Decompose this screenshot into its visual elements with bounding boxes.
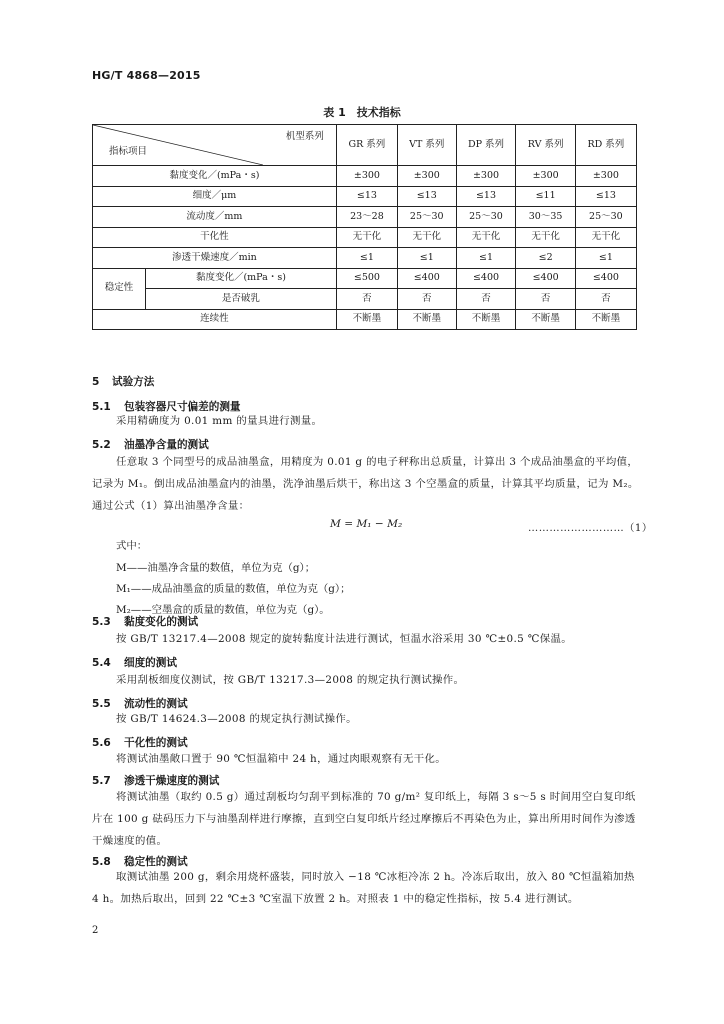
table-cell: ≤11 — [516, 186, 575, 207]
standard-code: HG/T 4868—2015 — [92, 69, 201, 82]
row-label: 渗透干燥速度／min — [93, 248, 337, 269]
where-label: 式中： — [116, 540, 148, 552]
paragraph: 采用精确度为 0.01 mm 的量具进行测量。 — [116, 415, 323, 427]
page-number: 2 — [92, 925, 99, 936]
row-label: 流动度／mm — [93, 207, 337, 228]
row-label: 黏度变化／(mPa・s) — [146, 268, 337, 289]
section-number: 5.6 — [92, 737, 111, 749]
table-cell: 不断墨 — [336, 309, 397, 330]
table-cell: ≤1 — [336, 248, 397, 269]
paragraph: 采用刮板细度仪测试，按 GB/T 13217.3—2008 的规定执行测试操作。 — [116, 674, 465, 686]
table-cell: 无干化 — [516, 227, 575, 248]
table-cell: ≤13 — [456, 186, 516, 207]
table-cell: 不断墨 — [397, 309, 456, 330]
table-cell: ±300 — [516, 166, 575, 187]
table-cell: 不断墨 — [456, 309, 516, 330]
table-cell: 无干化 — [397, 227, 456, 248]
series-header: RD 系列 — [575, 125, 636, 166]
section-heading — [92, 655, 177, 670]
definition-line: M——油墨净含量的数值，单位为克（g）； — [116, 562, 316, 574]
section-number: 5.4 — [92, 657, 111, 669]
section-heading — [92, 437, 209, 452]
table-cell: 否 — [336, 289, 397, 310]
section-title: 稳定性的测试 — [124, 856, 188, 868]
paragraph: 按 GB/T 13217.4—2008 规定的旋转黏度计法进行测试，恒温水浴采用 30 ℃±0.5 ℃保温。 — [116, 633, 572, 645]
table-cell: ≤13 — [336, 186, 397, 207]
table-cell: 25～30 — [456, 207, 516, 228]
table-cell: ≤1 — [456, 248, 516, 269]
table-cell: ≤2 — [516, 248, 575, 269]
table-title: 表 1 技术指标 — [323, 106, 401, 119]
table-header-row — [93, 125, 637, 166]
section-number: 5.1 — [92, 401, 111, 413]
table-cell: ≤13 — [397, 186, 456, 207]
series-header: DP 系列 — [456, 125, 516, 166]
paragraph: 将测试油墨（取约 0.5 g）通过刮板均匀刮平到标准的 70 g/m² 复印纸上，每隔 3 s～5 s 时间用空白复印纸片在 100 g 砝码压力下与油墨刮样进行摩擦，直到空白复印纸片经过摩擦后不再染色为止，算出所用时间作为渗透干燥速度的值。 — [92, 791, 636, 847]
section-title: 试验方法 — [112, 376, 155, 388]
table-corner-cell — [93, 125, 337, 166]
table-cell: ≤400 — [575, 268, 636, 289]
table-cell: ±300 — [575, 166, 636, 187]
section-title: 渗透干燥速度的测试 — [124, 775, 220, 787]
table-row — [93, 248, 637, 269]
table-cell: 不断墨 — [575, 309, 636, 330]
paragraph: 将测试油墨敞口置于 90 ℃恒温箱中 24 h，通过肉眼观察有无干化。 — [116, 753, 446, 765]
table-cell: 否 — [397, 289, 456, 310]
series-header: RV 系列 — [516, 125, 575, 166]
formula: M = M₁ − M₂ — [330, 518, 403, 530]
table-cell: ±300 — [456, 166, 516, 187]
paragraph: 任意取 3 个同型号的成品油墨盒，用精度为 0.01 g 的电子秤称出总质量，计算出 3 个成品油墨盒的平均值，记录为 M₁。倒出成品油墨盒内的油墨，洗净油墨后烘干，称出这 3 个空墨盒的质量，计算其平均质量，记为 M₂。通过公式（1）算出油墨净含量： — [92, 456, 639, 512]
table-row — [93, 309, 637, 330]
table-cell: 无干化 — [575, 227, 636, 248]
table-row — [93, 227, 637, 248]
table-cell: 否 — [456, 289, 516, 310]
formula-number: ………………………（1） — [528, 523, 653, 534]
table-cell: ≤400 — [456, 268, 516, 289]
table-cell: ≤400 — [516, 268, 575, 289]
table-cell: 25～30 — [397, 207, 456, 228]
section-title: 油墨净含量的测试 — [124, 439, 209, 451]
table-cell: ±300 — [336, 166, 397, 187]
paragraph: 按 GB/T 14624.3—2008 的规定执行测试操作。 — [116, 713, 357, 725]
section-number: 5.2 — [92, 439, 111, 451]
paragraph: 取测试油墨 200 g，剩余用烧杯盛装，同时放入 −18 ℃冰柜冷冻 2 h。冷冻后取出，放入 80 ℃恒温箱加热 4 h。加热后取出，回到 22 ℃±3 ℃室温下放置 2 h。对照表 1 中的稳定性指标，按 5.4 进行测试。 — [92, 871, 635, 905]
section-title: 干化性的测试 — [124, 737, 188, 749]
section-heading — [92, 614, 198, 629]
definition-line: M₁——成品油墨盒的质量的数值，单位为克（g）； — [116, 583, 351, 595]
section-title: 流动性的测试 — [124, 698, 188, 710]
table-row — [93, 166, 637, 187]
row-group-label: 稳定性 — [93, 268, 146, 309]
table-cell: ≤1 — [575, 248, 636, 269]
section-heading — [92, 374, 154, 389]
table-cell: ≤400 — [397, 268, 456, 289]
table-row — [93, 186, 637, 207]
corner-label-series: 机型系列 — [285, 131, 324, 142]
table-cell: 25～30 — [575, 207, 636, 228]
section-title: 细度的测试 — [124, 657, 177, 669]
section-number: 5.7 — [92, 775, 111, 787]
table-cell: 不断墨 — [516, 309, 575, 330]
table-cell: 无干化 — [336, 227, 397, 248]
row-label: 是否破乳 — [146, 289, 337, 310]
table-row — [93, 207, 637, 228]
section-number: 5.5 — [92, 698, 111, 710]
section-title: 黏度变化的测试 — [124, 616, 199, 628]
row-label: 干化性 — [93, 227, 337, 248]
corner-label-items: 指标项目 — [109, 145, 148, 157]
row-label: 细度／μm — [93, 186, 337, 207]
section-number: 5.8 — [92, 856, 111, 868]
series-header: GR 系列 — [336, 125, 397, 166]
section-number: 5.3 — [92, 616, 111, 628]
table-cell: ≤1 — [397, 248, 456, 269]
table-cell: 否 — [575, 289, 636, 310]
table-cell: ±300 — [397, 166, 456, 187]
diagonal-line — [93, 125, 263, 165]
section-title: 包装容器尺寸偏差的测量 — [124, 401, 241, 413]
table-cell: 30～35 — [516, 207, 575, 228]
row-label: 黏度变化／(mPa・s) — [93, 166, 337, 187]
table-cell: 否 — [516, 289, 575, 310]
table-cell: ≤500 — [336, 268, 397, 289]
table-cell: ≤13 — [575, 186, 636, 207]
table-cell: 23～28 — [336, 207, 397, 228]
table-cell: 无干化 — [456, 227, 516, 248]
row-label: 连续性 — [93, 309, 337, 330]
table-row — [93, 268, 637, 289]
spec-table — [92, 124, 637, 330]
table-row — [93, 289, 637, 310]
section-number: 5 — [92, 376, 100, 388]
definition-line: M₂——空墨盒的质量的数值，单位为克（g）。 — [116, 604, 330, 616]
series-header: VT 系列 — [397, 125, 456, 166]
